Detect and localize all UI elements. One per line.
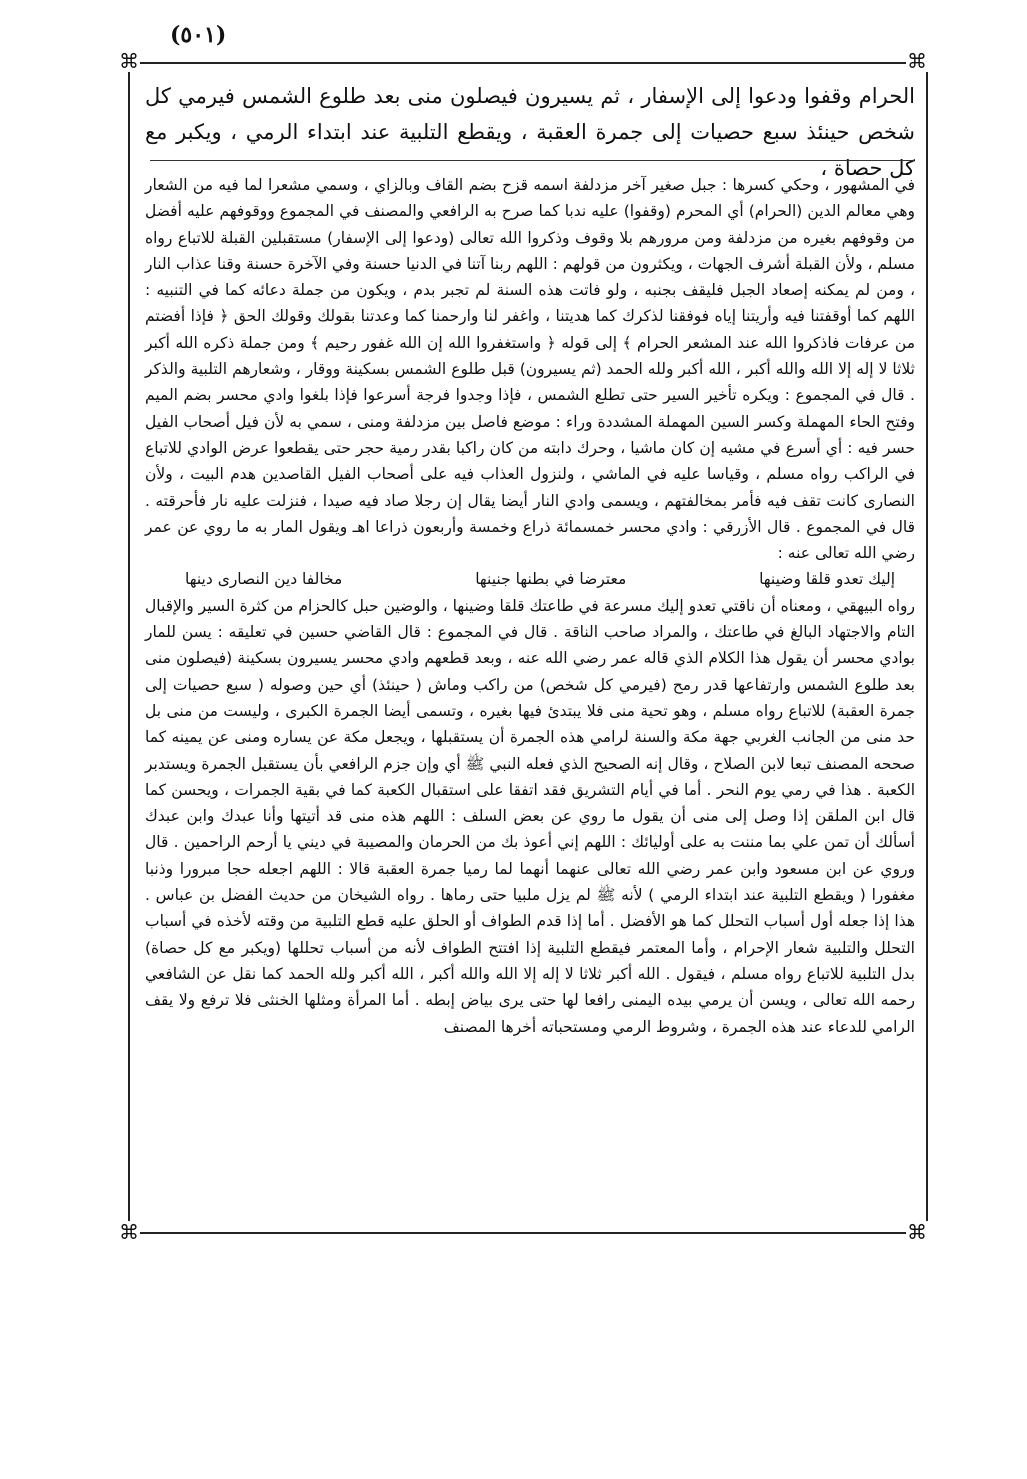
verse-hemistich: مخالفا دين النصارى دينها <box>185 570 343 589</box>
bottom-rule <box>128 1232 928 1234</box>
corner-ornament-icon: ⌘ <box>119 49 139 73</box>
page-number: (٥٠١) <box>170 22 227 48</box>
verse-hemistich: إليك تعدو قلقا وضينها <box>759 570 895 589</box>
section-divider <box>150 160 914 161</box>
corner-ornament-icon: ⌘ <box>907 49 927 73</box>
sharh-commentary <box>145 172 915 1040</box>
verse-hemistich: معترضا في بطنها جنينها <box>475 570 627 589</box>
commentary-paragraph: في المشهور ، وحكي كسرها : جبل صغير آخر مزدلفة اسمه قزح بضم القاف وبالزاي ، وسمي مشعرا لما فيه من الشعار وهي معالم الدين (الحرام) أي المحرم (وقفوا) عليه ندبا كما صرح به الرافعي والمصنف في المجموع ووقوفهم عليه أفضل من وقوفهم بغيره من مزدلفة ومن مرورهم بلا وقوف وذكروا الله تعالى (ودعوا إلى الإسفار) مستقبلين القبلة للاتباع رواه مسلم ، ولأن القبلة أشرف الجهات ، ويكثرون من قولهم : اللهم ربنا آتنا في الدنيا حسنة وفي الآخرة حسنة وقنا عذاب النار ، ومن لم يمكنه إصعاد الجبل فليقف بجنبه ، ولو فاتت هذه السنة لم تجبر بدم ، ويكون من جملة دعائه كما في التنبيه : اللهم كما أوقفتنا فيه وأريتنا إياه فوفقنا لذكرك كما هديتنا ، واغفر لنا وارحمنا كما وعدتنا بقولك وقولك الحق ﴿ فإذا أفضتم من عرفات فاذكروا الله عند المشعر الحرام ﴾ إلى قوله ﴿ واستغفروا الله إن الله غفور رحيم ﴾ ومن جملة ذكره الله أكبر ثلاثا لا إله إلا الله والله أكبر ، الله أكبر ولله الحمد (ثم يسيرون) قبل طلوع الشمس بسكينة ووقار ، وشعارهم التلبية والذكر . قال في المجموع : ويكره تأخير السير حتى تطلع الشمس ، فإذا وجدوا فرجة أسرعوا فإذا بلغوا وادي محسر بضم الميم وفتح الحاء المهملة وكسر السين المهملة المشددة وراء : موضع فاصل بين مزدلفة ومنى ، سمي به لأن فيل أصحاب الفيل حسر فيه : أي أسرع في مشيه إن كان ماشيا ، وحرك دابته من كان راكبا بقدر رمية حجر حتى يقطعوا عرض الوادي للاتباع في الراكب رواه مسلم ، وقياسا عليه في الماشي ، ولنزول العذاب فيه على أصحاب الفيل القاصدين هدم البيت ، ولأن النصارى كانت تقف فيه فأمر بمخالفتهم ، ويسمى وادي النار أيضا يقال إن رجلا صاد فيه صيدا ، فنزلت عليه نار فأحرقته . قال في المجموع . قال الأزرقي : وادي محسر خمسمائة ذراع وخمسة وأربعون ذراعا اهـ ويقول المار به ما روي عن عمر رضي الله تعالى عنه : <box>144 176 915 563</box>
poem-verse <box>145 566 915 592</box>
commentary-paragraph: رواه البيهقي ، ومعناه أن ناقتي تعدو إليك مسرعة في طاعتك قلقا وضينها ، والوضين حبل كالحزام من كثرة السير والإقبال التام والاجتهاد البالغ في طاعتك ، والمراد صاحب الناقة . قال في المجموع : قال القاضي حسين في تعليقه : يسن للمار بوادي محسر أن يقول هذا الكلام الذي قاله عمر رضي الله عنه ، وبعد قطعهم وادي محسر يسيرون بسكينة (فيصلون منى بعد طلوع الشمس وارتفاعها قدر رمح (فيرمي كل شخص) من راكب وماش ( حينئذ) أي حين وصوله ( سبع حصيات إلى جمرة العقبة) للاتباع رواه مسلم ، وهو تحية منى فلا يبتدئ فيها بغيره ، وتسمى أيضا الجمرة الكبرى ، وليست من منى بل حد منى من الجانب الغربي جهة مكة والسنة لرامي هذه الجمرة أن يستقبلها ، ويجعل مكة عن يساره ومنى عن يمينه كما صححه المصنف تبعا لابن الصلاح ، وقال إنه الصحيح الذي فعله النبي ﷺ أي وإن جزم الرافعي بأن يستقبل الجمرة ويستدبر الكعبة . هذا في رمي يوم النحر . أما في أيام التشريق فقد اتفقا على استقبال الكعبة كما في بقية الجمرات ، ويحسن كما قال ابن الملقن إذا وصل إلى منى أن يقول ما روي عن بعض السلف : اللهم هذه منى قد أتيتها وأنا عبدك وابن عبدك أسألك أن تمن علي بما مننت به على أوليائك : اللهم إني أعوذ بك من الحرمان والمصيبة في ديني يا أرحم الراحمين . قال وروي عن ابن مسعود وابن عمر رضي الله تعالى عنهما أنهما لما رميا جمرة العقبة قالا : اللهم اجعله حجا مبرورا وذنبا مغفورا ( ويقطع التلبية عند ابتداء الرمي ) لأنه ﷺ لم يزل ملبيا حتى رماها . رواه الشيخان من حديث الفضل بن عباس . هذا إذا جعله أول أسباب التحلل كما هو الأفضل . أما إذا قدم الطواف أو الحلق عليه قطع التلبية من وقته لأخذه في أسباب التحلل والتلبية شعار الإحرام ، وأما المعتمر فيقطع التلبية إذا افتتح الطواف لأنه من أسباب تحللها (ويكبر مع كل حصاة) بدل التلبية للاتباع رواه مسلم ، فيقول . الله أكبر ثلاثا لا إله إلا الله والله أكبر ، الله أكبر ولله الحمد كما نقل عن الشافعي رحمه الله تعالى ، ويسن أن يرمي بيده اليمنى رافعا لها حتى يرى بياض إبطه . أما المرأة ومثلها الخنثى فلا ترفع ولا يقف الرامي للدعاء عند هذه الجمرة ، وشروط الرمي ومستحباته أخرها المصنف <box>145 596 915 1036</box>
corner-ornament-icon: ⌘ <box>907 1220 927 1244</box>
matn-text: الحرام وقفوا ودعوا إلى الإسفار ، ثم يسيرون فيصلون منى بعد طلوع الشمس فيرمي كل شخص حينئذ سبع حصيات إلى جمرة العقبة ، ويقطع التلبية عند ابتداء الرمي ، ويكبر مع كل حصاة ، <box>145 84 915 180</box>
top-rule <box>128 62 928 64</box>
corner-ornament-icon: ⌘ <box>119 1220 139 1244</box>
